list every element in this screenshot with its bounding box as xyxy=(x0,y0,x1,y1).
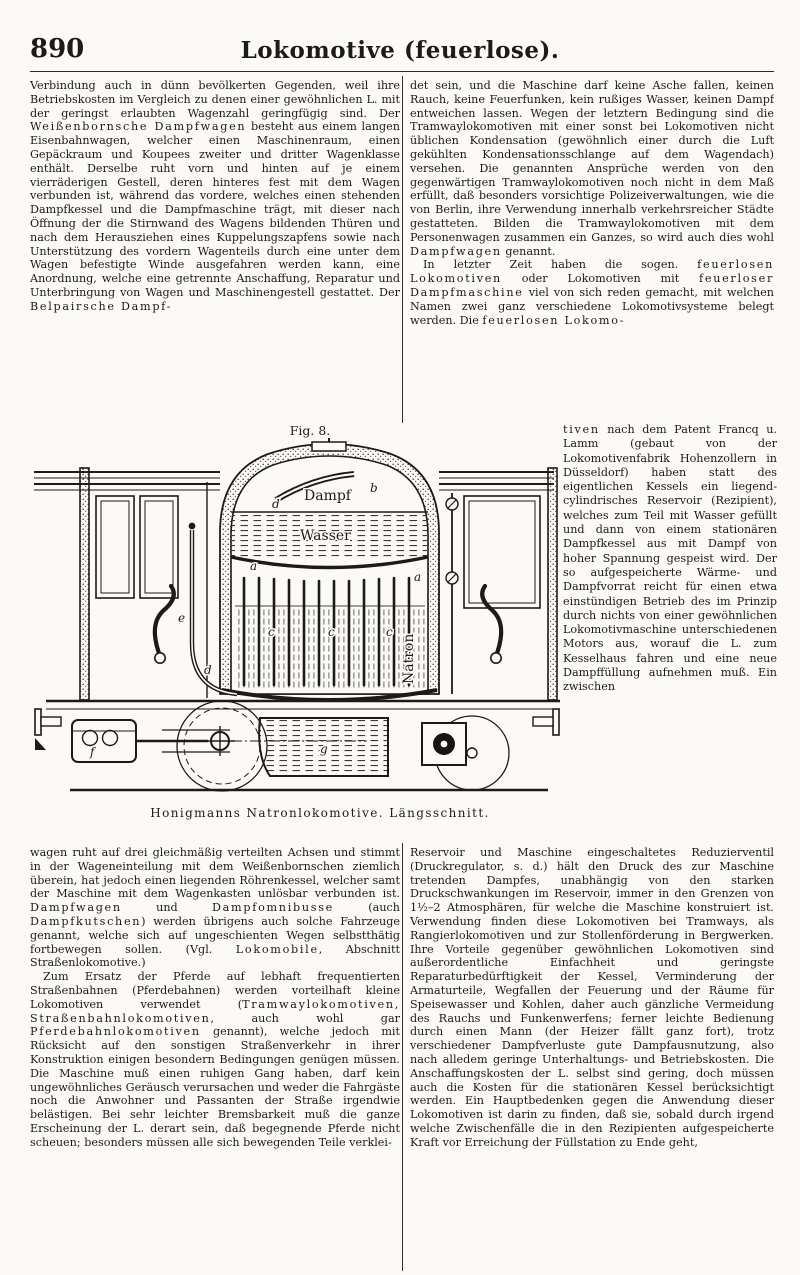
cylinder-block xyxy=(72,720,136,762)
label-c3: c xyxy=(386,625,393,639)
emphasized-text: Dampfkutschen xyxy=(30,914,142,928)
label-f: f xyxy=(90,745,95,759)
label-e: e xyxy=(178,611,186,625)
buffer-right xyxy=(533,709,559,735)
wagon-wall-right xyxy=(446,468,557,700)
body-text: In letzter Zeit haben die sogen. xyxy=(423,258,698,272)
body-text: nach dem Patent Francq u. Lamm (gebaut von der Lokomotivenfabrik Hohenzollern in Düsseldorf) haben statt des eigentlichen Kessels ein liegend-cylindrisches Reservoir (Rezipient), welches zum Teil mit Wasser gefüllt und dann von einem stationären Dampfkessel aus mit Dampf von hoher Spannung gespeist wird. Der so aufgespeicherte Wärme- und Dampfvorrat reicht für einen etwa einstündigen Betrieb des im Prinzip durch nichts von einer gewöhnlichen Lokomotivmaschine unterschiedenen Motors aus, worauf die L. zum Kesselhaus fahren und eine neue Dampffüllung aufnehmen muß. Ein zwischen xyxy=(563,423,777,694)
under-frame xyxy=(46,701,560,709)
body-text: det sein, und die Maschine darf keine Asche fallen, keinen Rauch, keine Feuerfunken, kein rußiges Wasser, keinen Dampf entweichen lassen. Wegen der letztern Bedingung sind die Tramwaylokomotiven mit einer sonst bei Lokomotiven nicht üblichen Kondensation (gewöhnlich einer durch die Luft gekühlten Kondensationsschlange auf dem Wagendach) versehen. Die genannten Ansprüche werden von den gegenwärtigen Tramwaylokomotiven noch nicht in dem Maß erfüllt, daß besonders vorsichtige Polizeiverwaltungen, wie die von Berlin, ihre Verwendung innerhalb verkehrsreicher Städte gestatteten. Bilden die Tramwaylokomotiven mit dem Personenwagen zusammen ein Ganzes, so wird auch dies wohl xyxy=(410,79,774,244)
axle-box xyxy=(422,723,466,765)
label-g: g xyxy=(320,742,328,756)
body-text: und xyxy=(121,901,213,915)
label-natron: Natron xyxy=(401,633,417,684)
paragraph xyxy=(30,79,400,314)
emphasized-text: tiven xyxy=(563,423,600,436)
emphasized-text: feuerlosen Lokomotiven xyxy=(410,258,774,286)
label-a-left: a xyxy=(250,559,258,573)
body-text: Reservoir und Maschine eingeschaltetes Reduzierventil (Druckregulator, s. d.) hält den Druck des zur Maschine tretenden Dampfes, unabhängig von den starken Druckschwankungen im Reservoir, immer in den Grenzen von 1½–2 Atmosphären, für welche die Maschine konstruiert ist. Verwendung finden diese Lokomotiven bei Tramways, als Rangierlokomotiven und zur Stollenförderung in Bergwerken. Ihre Vorteile gegenüber gewöhnlichen Lokomotiven sind außerordentliche Einfachheit und geringste Reparaturbedürftigkeit der Kessel, Verminderung der Armaturteile, Wegfallen der Feuerung und der Räume für Speisewasser und Kohlen, daher auch gänzliche Vermeidung des Rauchs und Funkenwerfens; ferner leichte Bedienung durch einen Mann (der Heizer fällt ganz fort), trotz verschiedener Dampfverluste gute Dampfausnutzung, also nach alledem geringe Unterhaltungs- und Betriebskosten. Die Anschaffungskosten der L. selbst sind gering, doch müssen auch die Kosten für die stationären Kessel berücksichtigt werden. Ein Hauptbedenken gegen die Anwendung dieser Lokomotiven ist darin zu finden, daß sie, sobald durch irgend welche Zwischenfälle die in den Rezipienten aufgespeicherte Kraft vor Erreichung der Füllstation zu Ende geht, xyxy=(410,846,774,1149)
column-divider-top xyxy=(402,76,403,423)
paragraph xyxy=(410,846,774,1150)
emphasized-text: feuerloser Dampfmaschine xyxy=(410,272,774,299)
label-d-lower: d xyxy=(204,663,212,677)
wagon-roof-left xyxy=(34,472,220,490)
header-rule xyxy=(30,71,774,72)
wagon-roof-right xyxy=(439,472,554,490)
label-d-upper: d xyxy=(272,497,280,511)
emphasized-text: Pferdebahnlokomotiven xyxy=(30,1025,201,1039)
label-c2: c xyxy=(328,625,335,639)
paragraph xyxy=(563,423,777,695)
wagon-wall-left xyxy=(80,468,207,700)
buffer-left xyxy=(35,709,61,750)
text-column-right-bottom xyxy=(410,846,774,1271)
body-text: viel von sich reden gemacht, mit welchen Namen zwei ganz verschiedene Lokomotivsysteme belegt werden. Die xyxy=(410,285,774,327)
emphasized-text: feuerlosen Lokomo- xyxy=(482,313,626,327)
text-column-left-top xyxy=(30,79,400,424)
body-text: Zum Ersatz der Pferde auf lebhaft frequentierten Straßenbahnen (Pferdebahnen) werden vorteilhaft kleine Lokomotiven verwendet ( xyxy=(30,970,400,1011)
body-text: Verbindung auch in dünn bevölkerten Gegenden, weil ihre Betriebskosten im Vergleich zu denen einer gewöhnlichen L. mit der geringst erlaubten Wagenzahl geringfügig sind. Der xyxy=(30,79,400,120)
emphasized-text: Lokomobile xyxy=(235,942,319,956)
brake-lever-right xyxy=(482,586,501,663)
emphasized-text: Dampfwagen xyxy=(410,244,502,258)
label-a-right: a xyxy=(414,570,422,584)
figure-number-label: Fig. 8. xyxy=(289,423,331,438)
label-wasser: Wasser xyxy=(300,528,351,544)
paragraph xyxy=(30,846,400,970)
safety-valve xyxy=(312,438,346,451)
label-b: b xyxy=(370,481,378,495)
running-head-title: Lokomotive (feuerlose). xyxy=(240,37,560,64)
body-text: genannt), welche jedoch mit Rücksicht auf den sonstigen Straßenverkehr in ihrer Konstruktion einigen besondern Bedingungen genügen müssen. Die Maschine muß einen ruhigen Gang haben, darf kein ungewöhnliches Geräusch verursachen und weder die Fahrgäste noch die Anwohner und Passanten der Straße irgendwie belästigen. Bei sehr leichter Bremsbarkeit muß die ganze Erscheinung der L. derart sein, daß begegnende Pferde nicht scheuen; besonders müssen alle sich bewegenden Teile verklei- xyxy=(30,1025,400,1149)
figure-illustration xyxy=(32,438,562,800)
body-text: ) werden übrigens auch solche Fahrzeuge genannt, welche sich auf ungeschienten Wegen selbstthätig fortbewegen sollen. (Vgl. xyxy=(30,914,400,956)
label-dampf: Dampf xyxy=(304,488,351,504)
emphasized-text: Tramwaylokomotiven, Straßenbahnlokomotiven xyxy=(30,997,400,1025)
body-text: (auch xyxy=(333,901,400,915)
emphasized-text: Belpairsche Dampf- xyxy=(30,299,173,313)
emphasized-text: Weißenbornsche Dampfwagen xyxy=(30,120,247,134)
paragraph xyxy=(30,970,400,1149)
paragraph xyxy=(410,79,774,258)
label-c1: c xyxy=(268,625,275,639)
figure-caption: Honigmanns Natronlokomotive. Längsschnitt. xyxy=(150,806,490,820)
body-text: besteht aus einem langen Eisenbahnwagen, welcher einen Maschinenraum, einen Gepäckraum und Koupees zweiter und dritter Wagenklasse enthält. Derselbe ruht vorn und hinten auf je einem vierräderigen Gestell, deren hinteres fest mit dem Wagen verbunden ist, während das vordere, welches einen stehenden Dampfkessel und die Dampfmaschine trägt, mit dieser nach Öffnung der die Stirnwand des Wagens bildenden Thüren und nach dem Herausziehen eines Kuppelungszapfens sowie nach Unterstützung des vordern Wagenteils durch eine unter dem Wagen befestigte Winde ausgefahren werden kann, eine Anordnung, welche eine getrennte Anschaffung, Reparatur und Unterbringung von Wagen und Maschinengestell gestattet. Der xyxy=(30,120,400,299)
body-text: genannt. xyxy=(501,244,556,258)
emphasized-text: Dampfwagen xyxy=(30,901,122,915)
text-column-right-top xyxy=(410,79,774,424)
page-number: 890 xyxy=(30,34,85,64)
body-text: , Abschnitt Straßenlokomotive.) xyxy=(30,942,400,970)
text-column-right-narrow xyxy=(563,423,777,845)
body-text: , auch wohl gar xyxy=(210,1011,400,1025)
body-text: oder Lokomotiven mit xyxy=(501,272,700,286)
paragraph xyxy=(410,258,774,327)
emphasized-text: Dampfomnibusse xyxy=(212,901,334,915)
natron-space xyxy=(235,606,425,690)
column-divider-bottom xyxy=(402,843,403,1271)
text-column-left-bottom xyxy=(30,846,400,1271)
body-text: wagen ruht auf drei gleichmäßig verteilten Achsen und stimmt in der Wageneinteilung mit dem Weißenbornschen ziemlich überein, hat jedoch einen liegenden Röhrenkessel, welcher samt der Maschine mit dem Wagenkasten unlösbar verbunden ist. xyxy=(30,846,400,901)
